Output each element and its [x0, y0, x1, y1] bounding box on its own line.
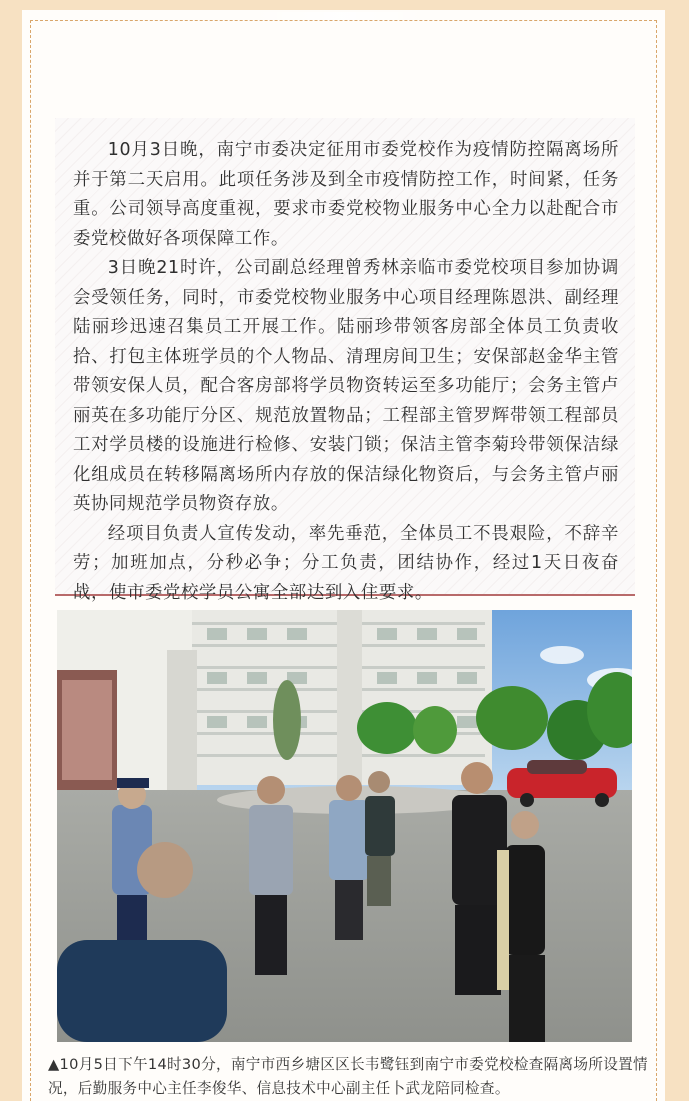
- article-text-block: [55, 118, 635, 603]
- header-decoration: [250, 12, 430, 20]
- paragraph-1: 10月3日晚，南宁市委决定征用市委党校作为疫情防控隔离场所并于第二天启用。此项任务涉及到全市疫情防控工作，时间紧，任务重。公司领导高度重视，要求市委党校物业服务中心全力以赴配合市委党校做好各项保障工作。: [73, 140, 619, 249]
- photo-caption: ▲10月5日下午14时30分，南宁市西乡塘区区长韦鹭钰到南宁市委党校检查隔离场所设置情况，后勤服务中心主任李俊华、信息技术中心副主任卜武龙陪同检查。: [48, 1056, 648, 1097]
- paragraph-3: 经项目负责人宣传发动，率先垂范，全体员工不畏艰险，不辞辛劳；加班加点，分秒必争；分工负责，团结协作，经过1天日夜奋战，使市委党校学员公寓全部达到入住要求。: [73, 523, 619, 603]
- inspection-photo: [57, 610, 632, 1042]
- paragraph-2: 3日晚21时许，公司副总经理曾秀林亲临市委党校项目参加协调会受领任务，同时，市委党校物业服务中心项目经理陈恩洪、副经理陆丽珍迅速召集员工开展工作。陆丽珍带领客房部全体员工负责收拾、打包主体班学员的个人物品、清理房间卫生；安保部赵金华主管带领安保人员，配合客房部将学员物资转运至多功能厅；会务主管卢丽英在多功能厅分区、规范放置物品；工程部主管罗辉带领工程部员工对学员楼的设施进行检修、安装门锁；保洁主管李菊玲带领保洁绿化组成员在转移隔离场所内存放的保洁绿化物资后，与会务主管卢丽英协同规范学员物资存放。: [73, 258, 619, 514]
